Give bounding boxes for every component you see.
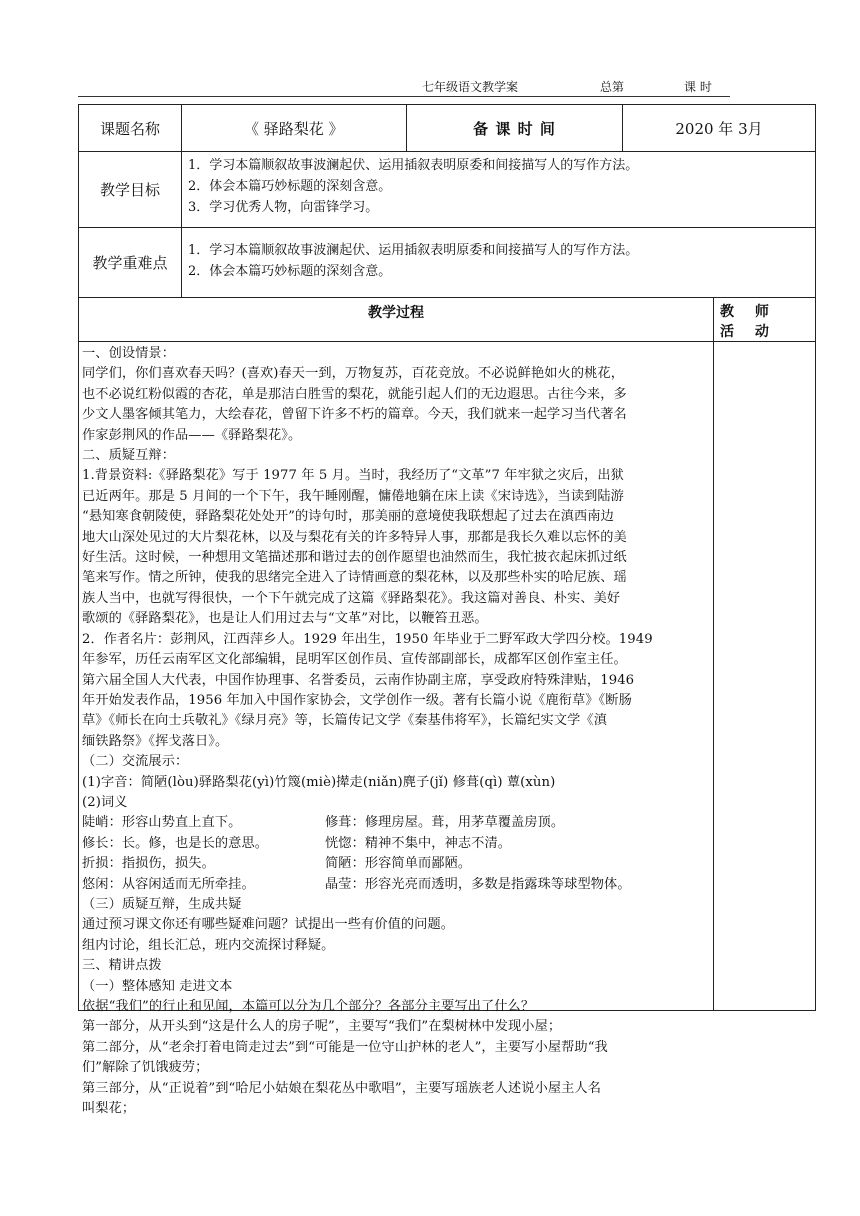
key-points-list [181,227,816,298]
period-label: 课 时 [684,80,712,94]
process-line: 年开始发表作品，1956 年加入中国作家协会，文学创作一级。著有长篇小说《鹿衔草》《断肠 [82,692,632,708]
process-line: 1.背景资料:《驿路梨花》写于 1977 年 5 月。当时，我经历了“文革”7 年牢狱之灾后，出狱 [82,468,624,484]
process-line: （三）质疑互辩，生成共疑 [82,896,242,912]
goal-item: 1．学习本篇顺叙故事波澜起伏、运用插叙表明原委和间接描写人的写作方法。 [188,158,639,173]
process-line: （一）整体感知 走进文本 [82,978,233,994]
process-line: 也不必说红粉似霞的杏花，单是那洁白胜雪的梨花，就能引起人们的无边遐思。古往今来，多 [82,386,627,402]
process-line: （二）交流展示： [82,754,189,770]
key-point-item: 1．学习本篇顺叙故事波澜起伏、运用插叙表明原委和间接描写人的写作方法。 [188,243,639,258]
vocab-term: 修长：长。修，也是长的意思。 [82,835,269,851]
vocab-term: 简陋：形容简单而鄙陋。 [325,856,472,872]
process-line: (2)词义 [82,794,128,810]
process-line: 通过预习课文你还有哪些疑难问题？试提出一些有价值的问题。 [82,917,455,933]
grade-label: 七年级语文教学案 [422,80,519,94]
vocab-row [82,813,711,833]
process-content [78,341,714,1116]
key-points-label: 教学重难点 [78,227,182,298]
process-line: 同学们，你们喜欢春天吗？(喜欢)春天一到，万物复苏，百花竞放。不必说鲜艳如火的桃花， [82,366,624,382]
goals-list [181,151,816,228]
vocab-row [82,854,711,874]
process-line: 依据“我们”的行止和见闻，本篇可以分为几个部分？各部分主要写出了什么？ [82,998,535,1014]
process-body-row [78,341,816,1116]
process-line: 缅铁路祭》《挥戈落日》。 [82,733,229,749]
process-line: 二、质疑互辩： [82,448,176,464]
process-line: 叫梨花； [82,1100,136,1116]
process-line: (1)字音：简陋(lòu)驿路梨花(yì)竹篾(miè)撵走(niǎn)麂子(jǐ) 修葺(qì) 蕈(xùn) [82,774,556,790]
process-line: 们”解除了饥饿疲劳； [82,1060,209,1076]
process-line: 草》《师长在向士兵敬礼》《绿月亮》等，长篇传记文学《秦基伟将军》，长篇纪实文学《滇 [82,713,607,729]
process-line: 作家彭荆风的作品——《驿路梨花》。 [82,427,302,443]
prep-time-label: 备 课 时 间 [406,104,623,152]
process-line: 少文人墨客倾其笔力，大绘春花，曾留下许多不朽的篇章。今天，我们就来一起学习当代著名 [82,407,627,423]
vocab-term: 恍惚：精神不集中，神志不清。 [325,835,512,851]
vocab-term: 折损：指损伤，损失。 [82,856,215,872]
process-line: 第三部分，从“正说着”到“哈尼小姑娘在梨花丛中歌唱”，主要写瑶族老人述说小屋主人名 [82,1080,602,1096]
process-line: 歌颂的《驿路梨花》，也是让人们用过去与“文革”对比，以鞭笞丑恶。 [82,611,488,627]
process-line: 笔来写作。情之所钟，使我的思绪完全进入了诗情画意的梨花林，以及那些朴实的哈尼族、瑶 [82,570,627,586]
process-line: “悬知寒食朝陵使，驿路梨花处处开”的诗句时，那美丽的意境使我联想起了过去在滇西南边 [82,509,614,525]
title-row [78,104,816,152]
vocab-term: 悠闲：从容闲适而无所牵挂。 [82,876,255,892]
process-line: 已近两年。那是 5 月间的一个下午，我午睡刚醒，慵倦地躺在床上读《宋诗选》，当读到陆游 [82,488,624,504]
process-line: 年参军，历任云南军区文化部编辑，昆明军区创作员、宣传部副部长，成都军区创作室主任。 [82,652,627,668]
goals-label: 教学目标 [78,151,182,228]
process-line: 组内讨论，组长汇总，班内交流探讨释疑。 [82,937,335,953]
key-point-item: 2．体会本篇巧妙标题的深刻含意。 [188,264,392,279]
process-line: 第一部分，从开头到“这是什么人的房子呢”，主要写“我们”在梨树林中发现小屋； [82,1019,562,1035]
prep-time-value: 2020 年 3月 [622,104,816,152]
teacher-activity-header: 教 师 活 动 [713,297,816,342]
process-line: 好生活。这时候，一种想用文笔描述那和谐过去的创作愿望也油然而生，我忙披衣起床抓过纸 [82,550,627,566]
vocab-term: 陡峭：形容山势直上直下。 [82,815,242,831]
goals-row [78,151,816,228]
vocab-row [82,834,711,854]
process-line: 第二部分，从“老余打着电筒走过去”到“可能是一位守山护林的老人”，主要写小屋帮助“我 [82,1039,608,1055]
key-points-row [78,227,816,298]
process-header-row [78,297,816,342]
total-label: 总第 [600,80,625,94]
title-label: 课题名称 [78,104,182,152]
process-line: 地大山深处见过的大片梨花林，以及与梨花有关的许多特异人事，那都是我长久难以忘怀的美 [82,529,627,545]
vocab-term: 晶莹：形容光亮而透明，多数是指露珠等球型物体。 [325,876,631,892]
vocab-term: 修葺：修理房屋。葺，用茅草覆盖房顶。 [325,815,565,831]
process-header: 教学过程 [78,297,714,342]
process-line: 一、创设情景： [82,346,176,361]
process-line: 族人当中，也就写得很快，一个下午就完成了这篇《驿路梨花》。我这篇对善良、朴实、美好 [82,590,621,606]
process-line: 第六届全国人大代表，中国作协理事、名誉委员，云南作协副主席，享受政府特殊津贴，1946 [82,672,635,688]
page-header [78,74,730,97]
process-line: 2．作者名片：彭荆风，江西萍乡人。1929 年出生，1950 年毕业于二野军政大学四分校。1949 [82,631,653,647]
process-line: 三、精讲点拨 [82,958,162,974]
title-value: 《 驿路梨花 》 [181,104,407,152]
vocab-row [82,875,711,895]
teacher-activity-cell [713,341,816,1011]
goal-item: 3．学习优秀人物，向雷锋学习。 [188,200,379,215]
goal-item: 2．体会本篇巧妙标题的深刻含意。 [188,179,392,194]
